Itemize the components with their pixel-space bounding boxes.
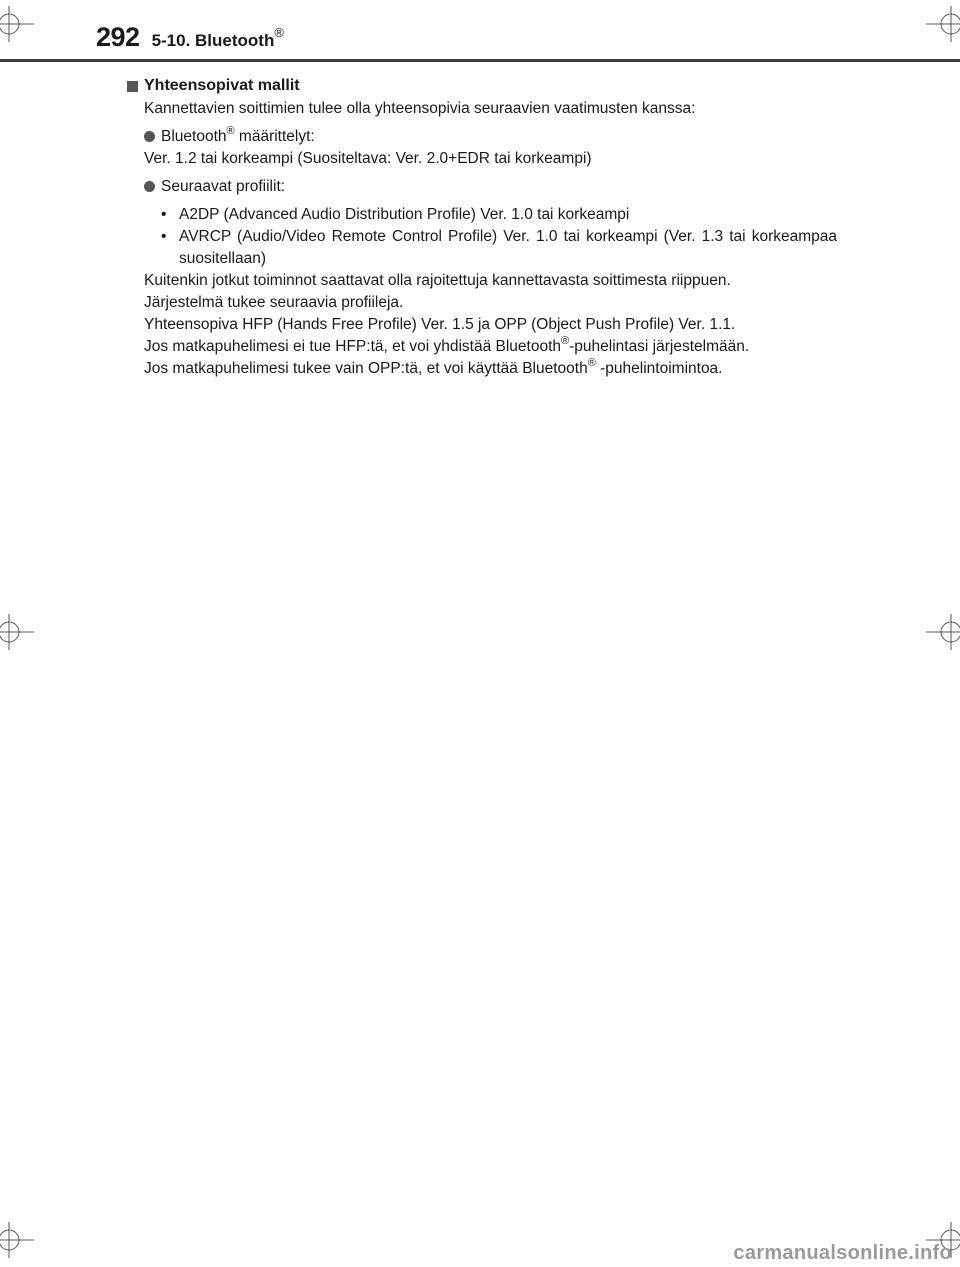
header-rule <box>0 59 960 62</box>
dot-bullet-icon: • <box>161 228 167 245</box>
section-registered-mark: ® <box>274 25 284 40</box>
paragraph-limitations: Kuitenkin jotkut toiminnot saattavat olla rajoitettuja kannettavasta soittimesta riippuen. <box>144 272 731 289</box>
crop-mark-top-left <box>0 6 36 42</box>
opp-warning-text: Jos matkapuhelimesi tukee vain OPP:tä, et voi käyttää Bluetooth <box>144 360 588 377</box>
crop-mark-mid-left <box>0 614 36 650</box>
hfp-warning-text-end: -puhelintasi järjestelmään. <box>569 338 750 355</box>
paragraph-supported-profiles: Järjestelmä tukee seuraavia profiileja. <box>144 294 404 311</box>
hfp-warning-text: Jos matkapuhelimesi ei tue HFP:tä, et voi yhdistää Bluetooth <box>144 338 561 355</box>
registered-mark: ® <box>561 335 570 347</box>
registered-mark: ® <box>226 125 235 137</box>
subsection-heading <box>127 74 837 98</box>
circle-bullet-icon <box>144 131 155 142</box>
profile-list <box>127 204 837 270</box>
bullet-bluetooth-detail: Ver. 1.2 tai korkeampi (Suositeltava: Ver. 2.0+EDR tai korkeampi) <box>144 150 592 167</box>
paragraph-hfp-opp: Yhteensopiva HFP (Hands Free Profile) Ver. 1.5 ja OPP (Object Push Profile) Ver. 1.1. <box>144 316 736 333</box>
circle-bullet-icon <box>144 181 155 192</box>
bullet-bluetooth-title-text: Bluetooth <box>161 128 227 145</box>
section-title <box>151 25 284 51</box>
profile-item-a2dp <box>161 204 837 226</box>
intro-paragraph: Kannettavien soittimien tulee olla yhteensopivia seuraavien vaatimusten kanssa: <box>144 100 696 117</box>
bullet-bluetooth-title-rest: määrittelyt: <box>234 128 315 145</box>
bullet-bluetooth-title <box>161 126 592 148</box>
profile-item-text: A2DP (Advanced Audio Distribution Profile) Ver. 1.0 tai korkeampi <box>179 206 630 223</box>
bullet-bluetooth-spec <box>127 126 837 170</box>
watermark: carmanualsonline.info <box>733 1242 952 1264</box>
registered-mark: ® <box>587 357 596 369</box>
subsection-heading-text: Yhteensopivat mallit <box>144 77 300 94</box>
crop-mark-mid-right <box>924 614 960 650</box>
crop-mark-top-right <box>924 6 960 42</box>
opp-warning-text-end: -puhelintoimintoa. <box>595 360 723 377</box>
paragraph-opp-warning <box>127 358 837 380</box>
paragraph-hfp-warning <box>127 336 837 358</box>
page-number: 292 <box>96 22 140 52</box>
page-content <box>127 74 837 380</box>
page-header <box>96 22 284 56</box>
profile-item-avrcp <box>161 226 837 270</box>
crop-mark-bottom-left <box>0 1222 36 1258</box>
profile-item-text: AVRCP (Audio/Video Remote Control Profile) Ver. 1.0 tai korkeampi (Ver. 1.3 tai korkeampaa suositellaan) <box>179 228 837 267</box>
bullet-profiles <box>127 176 837 198</box>
section-title-text: 5-10. Bluetooth <box>151 31 275 50</box>
bullet-profiles-title: Seuraavat profiilit: <box>161 178 286 195</box>
square-bullet-icon <box>127 81 138 92</box>
dot-bullet-icon: • <box>161 206 167 223</box>
